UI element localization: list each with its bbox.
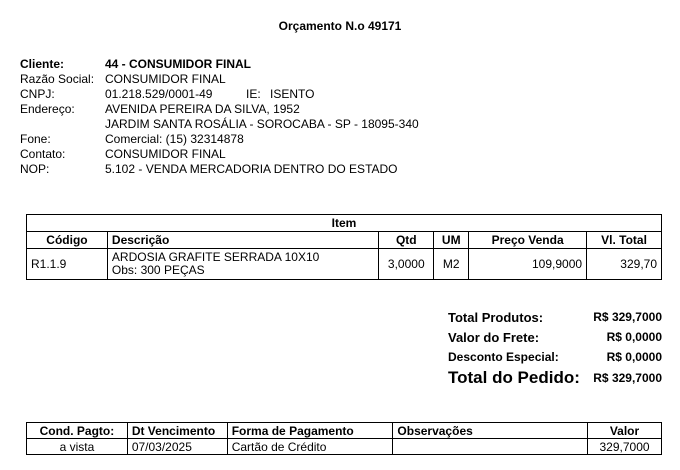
header-venc: Dt Vencimento	[127, 423, 227, 439]
item-descricao-cell	[107, 249, 378, 280]
contato-value: CONSUMIDOR FINAL	[105, 147, 226, 161]
desconto-label: Desconto Especial:	[448, 350, 559, 364]
item-preco: 109,9000	[469, 249, 587, 280]
item-obs: Obs: 300 PEÇAS	[111, 263, 205, 277]
pay-venc: 07/03/2025	[127, 439, 227, 455]
table-row	[27, 439, 662, 455]
pay-obs	[393, 439, 588, 455]
cliente-label: Cliente:	[20, 57, 65, 71]
pay-cond: a vista	[27, 439, 128, 455]
header-obs: Observações	[393, 423, 588, 439]
razao-label: Razão Social:	[20, 72, 95, 86]
cnpj-value: 01.218.529/0001-49	[105, 87, 213, 101]
contato-label: Contato:	[20, 147, 66, 161]
endereco-line1: AVENIDA PEREIRA DA SILVA, 1952	[105, 102, 300, 116]
item-codigo: R1.1.9	[27, 249, 108, 280]
item-descricao: ARDOSIA GRAFITE SERRADA 10X10	[111, 250, 320, 264]
razao-value: CONSUMIDOR FINAL	[105, 72, 226, 86]
header-qtd: Qtd	[379, 232, 434, 249]
ie-value: ISENTO	[270, 87, 315, 101]
item-um: M2	[434, 249, 469, 280]
cnpj-label: CNPJ:	[20, 87, 55, 101]
items-header-row	[27, 232, 662, 249]
header-um: UM	[434, 232, 469, 249]
items-group-header-row	[27, 215, 662, 232]
desconto-value: R$ 0,0000	[606, 350, 662, 364]
valor-frete-row	[448, 328, 662, 348]
desconto-row	[448, 348, 662, 368]
cliente-value: 44 - CONSUMIDOR FINAL	[105, 57, 252, 71]
valor-frete-label: Valor do Frete:	[448, 330, 540, 345]
payment-table	[26, 422, 662, 455]
header-forma: Forma de Pagamento	[227, 423, 393, 439]
header-cond: Cond. Pagto:	[27, 423, 128, 439]
endereco-line2: JARDIM SANTA ROSÁLIA - SOROCABA - SP - 18095-340	[105, 117, 419, 131]
header-valor: Valor	[588, 423, 662, 439]
header-descricao: Descrição	[107, 232, 378, 249]
item-qtd: 3,0000	[379, 249, 434, 280]
header-total: Vl. Total	[587, 232, 662, 249]
header-preco: Preço Venda	[469, 232, 587, 249]
valor-frete-value: R$ 0,0000	[606, 330, 662, 344]
items-group-header: Item	[27, 215, 662, 232]
items-table	[26, 214, 662, 280]
pay-forma: Cartão de Crédito	[227, 439, 393, 455]
total-pedido-row	[448, 368, 662, 392]
total-produtos-row	[448, 308, 662, 328]
total-produtos-value: R$ 329,7000	[593, 310, 662, 324]
fone-label: Fone:	[20, 132, 51, 146]
endereco-label: Endereço:	[20, 102, 75, 116]
header-codigo: Código	[27, 232, 108, 249]
nop-value: 5.102 - VENDA MERCADORIA DENTRO DO ESTADO	[105, 162, 398, 176]
total-produtos-label: Total Produtos:	[448, 310, 544, 325]
pay-valor: 329,7000	[588, 439, 662, 455]
total-pedido-label: Total do Pedido:	[448, 368, 580, 387]
fone-value: Comercial: (15) 32314878	[105, 132, 244, 146]
document-title: Orçamento N.o 49171	[278, 19, 402, 33]
item-total: 329,70	[587, 249, 662, 280]
nop-label: NOP:	[20, 162, 50, 176]
total-pedido-value: R$ 329,7000	[593, 371, 662, 385]
ie-label: IE:	[246, 87, 261, 101]
totals-block	[448, 308, 662, 392]
table-row	[27, 249, 662, 280]
payment-header-row	[27, 423, 662, 439]
